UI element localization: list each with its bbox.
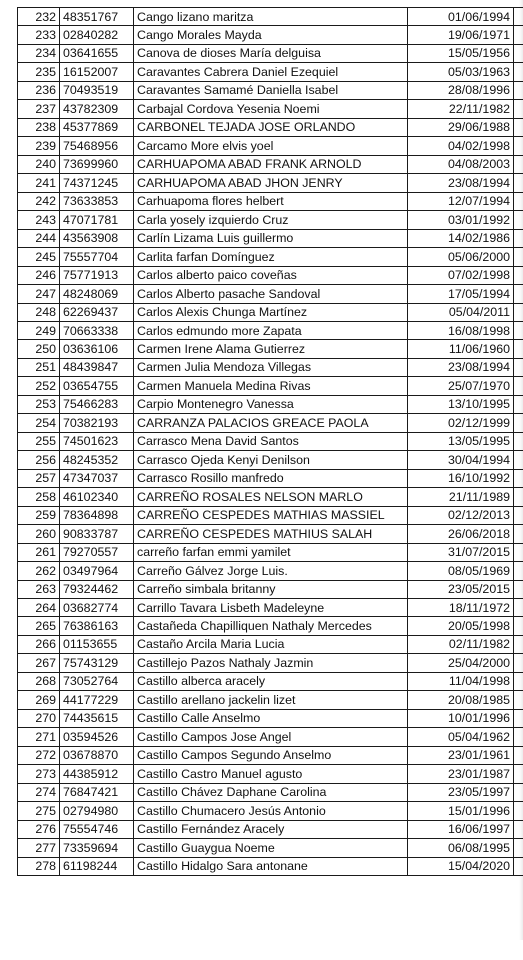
dni-cell: 16152007 — [60, 63, 134, 81]
name-cell: Canova de dioses María delguisa — [134, 44, 408, 62]
birth-date-cell: 05/06/2000 — [408, 248, 514, 266]
row-number: 253 — [18, 395, 60, 413]
dni-cell: 73633853 — [60, 192, 134, 210]
table-row — [18, 488, 523, 506]
dni-cell: 73699960 — [60, 155, 134, 173]
row-number: 235 — [18, 63, 60, 81]
table-row — [18, 81, 523, 99]
birth-date-cell: 15/05/1956 — [408, 44, 514, 62]
birth-date-cell: 11/06/1960 — [408, 340, 514, 358]
dni-cell: 03678870 — [60, 746, 134, 764]
dni-cell: 73052764 — [60, 672, 134, 690]
table-row — [18, 63, 523, 81]
dni-cell: 74501623 — [60, 432, 134, 450]
birth-date-cell: 13/10/1995 — [408, 395, 514, 413]
name-cell: carreño farfan emmi yamilet — [134, 543, 408, 561]
birth-date-cell: 04/08/2003 — [408, 155, 514, 173]
dni-cell: 03594526 — [60, 728, 134, 746]
birth-date-cell: 25/04/2000 — [408, 654, 514, 672]
birth-date-cell: 20/08/1985 — [408, 691, 514, 709]
table-row — [18, 802, 523, 820]
row-number: 233 — [18, 26, 60, 44]
row-number: 245 — [18, 248, 60, 266]
row-number: 270 — [18, 709, 60, 727]
row-number: 251 — [18, 358, 60, 376]
table-row — [18, 543, 523, 561]
dni-cell: 70663338 — [60, 321, 134, 339]
birth-date-cell: 23/05/2015 — [408, 580, 514, 598]
name-cell: Carreño simbala britanny — [134, 580, 408, 598]
name-cell: Castillo Chávez Daphane Carolina — [134, 783, 408, 801]
dni-cell: 45377869 — [60, 118, 134, 136]
row-number: 277 — [18, 839, 60, 857]
birth-date-cell: 06/08/1995 — [408, 839, 514, 857]
dni-cell: 70493519 — [60, 81, 134, 99]
page-edge-shadow — [519, 0, 523, 940]
name-cell: CARBONEL TEJADA JOSE ORLANDO — [134, 118, 408, 136]
table-row — [18, 654, 523, 672]
dni-cell: 43782309 — [60, 100, 134, 118]
birth-date-cell: 26/06/2018 — [408, 525, 514, 543]
row-number: 240 — [18, 155, 60, 173]
table-row — [18, 857, 523, 875]
table-row — [18, 155, 523, 173]
row-number: 248 — [18, 303, 60, 321]
birth-date-cell: 05/04/1962 — [408, 728, 514, 746]
birth-date-cell: 28/08/1996 — [408, 81, 514, 99]
table-row — [18, 137, 523, 155]
row-number: 241 — [18, 174, 60, 192]
birth-date-cell: 13/05/1995 — [408, 432, 514, 450]
table-row — [18, 432, 523, 450]
row-number: 234 — [18, 44, 60, 62]
row-number: 265 — [18, 617, 60, 635]
dni-cell: 79324462 — [60, 580, 134, 598]
table-row — [18, 118, 523, 136]
row-number: 257 — [18, 469, 60, 487]
table-row — [18, 469, 523, 487]
row-number: 239 — [18, 137, 60, 155]
dni-cell: 76847421 — [60, 783, 134, 801]
birth-date-cell: 14/02/1986 — [408, 229, 514, 247]
name-cell: Carreño Gálvez Jorge Luis. — [134, 562, 408, 580]
row-number: 276 — [18, 820, 60, 838]
table-row — [18, 599, 523, 617]
birth-date-cell: 29/06/1988 — [408, 118, 514, 136]
table-row — [18, 44, 523, 62]
row-number: 259 — [18, 506, 60, 524]
name-cell: Carmen Julia Mendoza Villegas — [134, 358, 408, 376]
name-cell: CARREÑO ROSALES NELSON MARLO — [134, 488, 408, 506]
dni-cell: 75557704 — [60, 248, 134, 266]
name-cell: Castillo Campos Jose Angel — [134, 728, 408, 746]
row-number: 272 — [18, 746, 60, 764]
dni-cell: 61198244 — [60, 857, 134, 875]
dni-cell: 90833787 — [60, 525, 134, 543]
birth-date-cell: 08/05/1969 — [408, 562, 514, 580]
birth-date-cell: 16/08/1998 — [408, 321, 514, 339]
table-row — [18, 248, 523, 266]
row-number: 263 — [18, 580, 60, 598]
registry-table — [17, 7, 523, 876]
row-number: 255 — [18, 432, 60, 450]
name-cell: Carlos Alexis Chunga Martínez — [134, 303, 408, 321]
birth-date-cell: 19/06/1971 — [408, 26, 514, 44]
birth-date-cell: 05/04/2011 — [408, 303, 514, 321]
dni-cell: 43563908 — [60, 229, 134, 247]
table-row — [18, 285, 523, 303]
row-number: 264 — [18, 599, 60, 617]
birth-date-cell: 31/07/2015 — [408, 543, 514, 561]
birth-date-cell: 04/02/1998 — [408, 137, 514, 155]
birth-date-cell: 12/07/1994 — [408, 192, 514, 210]
name-cell: Carbajal Cordova Yesenia Noemi — [134, 100, 408, 118]
birth-date-cell: 16/10/1992 — [408, 469, 514, 487]
name-cell: Caravantes Samamé Daniella Isabel — [134, 81, 408, 99]
table-row — [18, 266, 523, 284]
birth-date-cell: 30/04/1994 — [408, 451, 514, 469]
birth-date-cell: 02/11/1982 — [408, 635, 514, 653]
table-row — [18, 746, 523, 764]
birth-date-cell: 02/12/2013 — [408, 506, 514, 524]
name-cell: Carlín Lizama Luis guillermo — [134, 229, 408, 247]
table-row — [18, 820, 523, 838]
birth-date-cell: 01/06/1994 — [408, 8, 514, 26]
name-cell: Castillo Calle Anselmo — [134, 709, 408, 727]
table-row — [18, 358, 523, 376]
row-number: 262 — [18, 562, 60, 580]
table-row — [18, 192, 523, 210]
birth-date-cell: 18/11/1972 — [408, 599, 514, 617]
dni-cell: 03654755 — [60, 377, 134, 395]
dni-cell: 02794980 — [60, 802, 134, 820]
name-cell: Carlos edmundo more Zapata — [134, 321, 408, 339]
name-cell: Castaño Arcila Maria Lucia — [134, 635, 408, 653]
name-cell: Castillo Chumacero Jesús Antonio — [134, 802, 408, 820]
dni-cell: 03497964 — [60, 562, 134, 580]
table-row — [18, 525, 523, 543]
birth-date-cell: 07/02/1998 — [408, 266, 514, 284]
row-number: 238 — [18, 118, 60, 136]
name-cell: Carrasco Rosillo manfredo — [134, 469, 408, 487]
table-row — [18, 635, 523, 653]
table-row — [18, 26, 523, 44]
name-cell: Cango Morales Mayda — [134, 26, 408, 44]
row-number: 236 — [18, 81, 60, 99]
name-cell: CARRANZA PALACIOS GREACE PAOLA — [134, 414, 408, 432]
dni-cell: 44177229 — [60, 691, 134, 709]
dni-cell: 03636106 — [60, 340, 134, 358]
row-number: 250 — [18, 340, 60, 358]
name-cell: Castillo alberca aracely — [134, 672, 408, 690]
table-row — [18, 506, 523, 524]
birth-date-cell: 10/01/1996 — [408, 709, 514, 727]
birth-date-cell: 15/01/1996 — [408, 802, 514, 820]
table-row — [18, 340, 523, 358]
birth-date-cell: 03/01/1992 — [408, 211, 514, 229]
dni-cell: 47347037 — [60, 469, 134, 487]
dni-cell: 73359694 — [60, 839, 134, 857]
dni-cell: 78364898 — [60, 506, 134, 524]
row-number: 278 — [18, 857, 60, 875]
birth-date-cell: 20/05/1998 — [408, 617, 514, 635]
table-row — [18, 839, 523, 857]
birth-date-cell: 21/11/1989 — [408, 488, 514, 506]
row-number: 256 — [18, 451, 60, 469]
row-number: 275 — [18, 802, 60, 820]
birth-date-cell: 23/05/1997 — [408, 783, 514, 801]
row-number: 232 — [18, 8, 60, 26]
row-number: 258 — [18, 488, 60, 506]
table-row — [18, 321, 523, 339]
birth-date-cell: 23/08/1994 — [408, 358, 514, 376]
row-number: 237 — [18, 100, 60, 118]
table-row — [18, 8, 523, 26]
dni-cell: 47071781 — [60, 211, 134, 229]
dni-cell: 75771913 — [60, 266, 134, 284]
row-number: 269 — [18, 691, 60, 709]
row-number: 267 — [18, 654, 60, 672]
birth-date-cell: 17/05/1994 — [408, 285, 514, 303]
row-number: 254 — [18, 414, 60, 432]
dni-cell: 75468956 — [60, 137, 134, 155]
table-row — [18, 783, 523, 801]
table-row — [18, 765, 523, 783]
registry-table-body — [18, 8, 523, 876]
name-cell: Castillo Fernández Aracely — [134, 820, 408, 838]
row-number: 246 — [18, 266, 60, 284]
birth-date-cell: 23/08/1994 — [408, 174, 514, 192]
name-cell: Carmen Manuela Medina Rivas — [134, 377, 408, 395]
row-number: 260 — [18, 525, 60, 543]
name-cell: Cango lizano maritza — [134, 8, 408, 26]
table-row — [18, 100, 523, 118]
table-row — [18, 580, 523, 598]
name-cell: Castillo Castro Manuel agusto — [134, 765, 408, 783]
row-number: 261 — [18, 543, 60, 561]
table-row — [18, 229, 523, 247]
dni-cell: 44385912 — [60, 765, 134, 783]
dni-cell: 48245352 — [60, 451, 134, 469]
table-row — [18, 562, 523, 580]
dni-cell: 79270557 — [60, 543, 134, 561]
name-cell: Castillo Campos Segundo Anselmo — [134, 746, 408, 764]
table-row — [18, 395, 523, 413]
dni-cell: 75743129 — [60, 654, 134, 672]
name-cell: Carmen Irene Alama Gutierrez — [134, 340, 408, 358]
name-cell: CARHUAPOMA ABAD JHON JENRY — [134, 174, 408, 192]
table-row — [18, 617, 523, 635]
name-cell: Carrillo Tavara Lisbeth Madeleyne — [134, 599, 408, 617]
row-number: 242 — [18, 192, 60, 210]
name-cell: Castañeda Chapilliquen Nathaly Mercedes — [134, 617, 408, 635]
row-number: 247 — [18, 285, 60, 303]
dni-cell: 01153655 — [60, 635, 134, 653]
name-cell: Castillo Guaygua Noeme — [134, 839, 408, 857]
name-cell: CARREÑO CESPEDES MATHIAS MASSIEL — [134, 506, 408, 524]
dni-cell: 62269437 — [60, 303, 134, 321]
dni-cell: 46102340 — [60, 488, 134, 506]
row-number: 249 — [18, 321, 60, 339]
birth-date-cell: 22/11/1982 — [408, 100, 514, 118]
birth-date-cell: 23/01/1987 — [408, 765, 514, 783]
name-cell: Carhuapoma flores helbert — [134, 192, 408, 210]
name-cell: Carlos alberto paico coveñas — [134, 266, 408, 284]
dni-cell: 48248069 — [60, 285, 134, 303]
name-cell: Carlos Alberto pasache Sandoval — [134, 285, 408, 303]
dni-cell: 70382193 — [60, 414, 134, 432]
row-number: 274 — [18, 783, 60, 801]
name-cell: CARREÑO CESPEDES MATHIUS SALAH — [134, 525, 408, 543]
name-cell: CARHUAPOMA ABAD FRANK ARNOLD — [134, 155, 408, 173]
table-row — [18, 303, 523, 321]
row-number: 244 — [18, 229, 60, 247]
name-cell: Carla yosely izquierdo Cruz — [134, 211, 408, 229]
dni-cell: 76386163 — [60, 617, 134, 635]
dni-cell: 03641655 — [60, 44, 134, 62]
birth-date-cell: 25/07/1970 — [408, 377, 514, 395]
birth-date-cell: 15/04/2020 — [408, 857, 514, 875]
name-cell: Carcamo More elvis yoel — [134, 137, 408, 155]
birth-date-cell: 05/03/1963 — [408, 63, 514, 81]
table-row — [18, 728, 523, 746]
table-row — [18, 174, 523, 192]
name-cell: Carrasco Mena David Santos — [134, 432, 408, 450]
name-cell: Castillejo Pazos Nathaly Jazmin — [134, 654, 408, 672]
table-row — [18, 377, 523, 395]
row-number: 252 — [18, 377, 60, 395]
row-number: 268 — [18, 672, 60, 690]
birth-date-cell: 16/06/1997 — [408, 820, 514, 838]
table-row — [18, 691, 523, 709]
name-cell: Carlita farfan Domínguez — [134, 248, 408, 266]
name-cell: Castillo Hidalgo Sara antonane — [134, 857, 408, 875]
row-number: 266 — [18, 635, 60, 653]
table-row — [18, 414, 523, 432]
name-cell: Caravantes Cabrera Daniel Ezequiel — [134, 63, 408, 81]
birth-date-cell: 11/04/1998 — [408, 672, 514, 690]
birth-date-cell: 02/12/1999 — [408, 414, 514, 432]
dni-cell: 48439847 — [60, 358, 134, 376]
table-row — [18, 672, 523, 690]
dni-cell: 75554746 — [60, 820, 134, 838]
name-cell: Castillo arellano jackelin lizet — [134, 691, 408, 709]
name-cell: Carrasco Ojeda Kenyi Denilson — [134, 451, 408, 469]
dni-cell: 03682774 — [60, 599, 134, 617]
table-row — [18, 211, 523, 229]
dni-cell: 02840282 — [60, 26, 134, 44]
row-number: 243 — [18, 211, 60, 229]
table-row — [18, 709, 523, 727]
dni-cell: 74371245 — [60, 174, 134, 192]
dni-cell: 75466283 — [60, 395, 134, 413]
dni-cell: 74435615 — [60, 709, 134, 727]
name-cell: Carpio Montenegro Vanessa — [134, 395, 408, 413]
row-number: 271 — [18, 728, 60, 746]
table-row — [18, 451, 523, 469]
dni-cell: 48351767 — [60, 8, 134, 26]
row-number: 273 — [18, 765, 60, 783]
birth-date-cell: 23/01/1961 — [408, 746, 514, 764]
